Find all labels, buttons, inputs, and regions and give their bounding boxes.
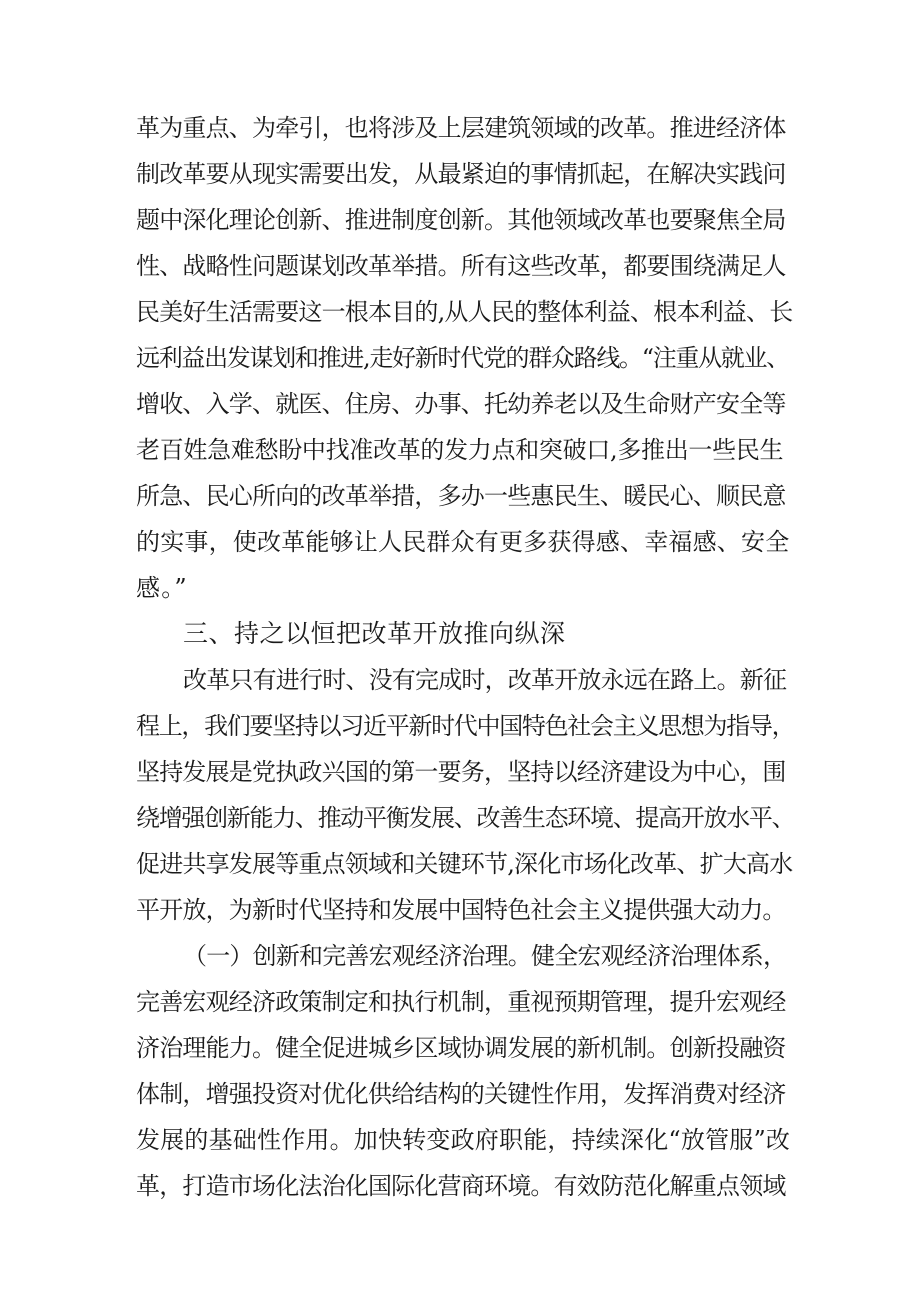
paragraph-line: 感。” (136, 574, 188, 602)
paragraph-line: 的实事，使改革能够让人民群众有更多获得感、幸福感、安全 (136, 528, 790, 556)
paragraph-line: 老百姓急难愁盼中找准改革的发力点和突破口,多推出一些民生 (136, 436, 784, 464)
paragraph-line: 体制，增强投资对优化供给结构的关键性作用，发挥消费对经济 (136, 1080, 786, 1108)
paragraph-line: 平开放，为新时代坚持和发展中国特色社会主义提供强大动力。 (136, 896, 786, 924)
section-heading: 三、持之以恒把改革开放推向纵深 (183, 619, 566, 648)
paragraph-line: 制改革要从现实需要出发，从最紧迫的事情抓起，在解决实践问 (136, 160, 786, 188)
paragraph-line: 坚持发展是党执政兴国的第一要务，坚持以经济建设为中心，围 (136, 758, 786, 786)
paragraph-line: 所急、民心所向的改革举措，多办一些惠民生、暖民心、顺民意 (136, 482, 786, 510)
paragraph-line: 题中深化理论创新、推进制度创新。其他领域改革也要聚焦全局 (136, 206, 786, 234)
paragraph-line: 革为重点、为牵引，也将涉及上层建筑领域的改革。推进经济体 (136, 114, 786, 142)
paragraph-line: 济治理能力。健全促进城乡区域协调发展的新机制。创新投融资 (136, 1034, 786, 1062)
paragraph-line: 绕增强创新能力、推动平衡发展、改善生态环境、提高开放水平、 (136, 804, 795, 832)
paragraph-line: 革，打造市场化法治化国际化营商环境。有效防范化解重点领域 (136, 1172, 786, 1200)
paragraph-line: 民美好生活需要这一根本目的,从人民的整体利益、根本利益、长 (136, 298, 793, 326)
paragraph-line: （一）创新和完善宏观经济治理。健全宏观经济治理体系， (183, 942, 787, 970)
paragraph-line: 改革只有进行时、没有完成时，改革开放永远在路上。新征 (183, 666, 787, 694)
paragraph-line: 性、战略性问题谋划改革举措。所有这些改革，都要围绕满足人 (136, 252, 786, 280)
paragraph-line: 增收、入学、就医、住房、办事、托幼养老以及生命财产安全等 (136, 390, 786, 418)
paragraph-line: 完善宏观经济政策制定和执行机制，重视预期管理，提升宏观经 (136, 988, 786, 1016)
paragraph-line: 发展的基础性作用。加快转变政府职能，持续深化“放管服”改 (136, 1126, 791, 1154)
paragraph-line: 程上，我们要坚持以习近平新时代中国特色社会主义思想为指导， (136, 712, 795, 740)
paragraph-line: 远利益出发谋划和推进,走好新时代党的群众路线。“注重从就业、 (136, 344, 789, 372)
paragraph-line: 促进共享发展等重点领域和关键环节,深化市场化改革、扩大高水 (136, 850, 793, 878)
